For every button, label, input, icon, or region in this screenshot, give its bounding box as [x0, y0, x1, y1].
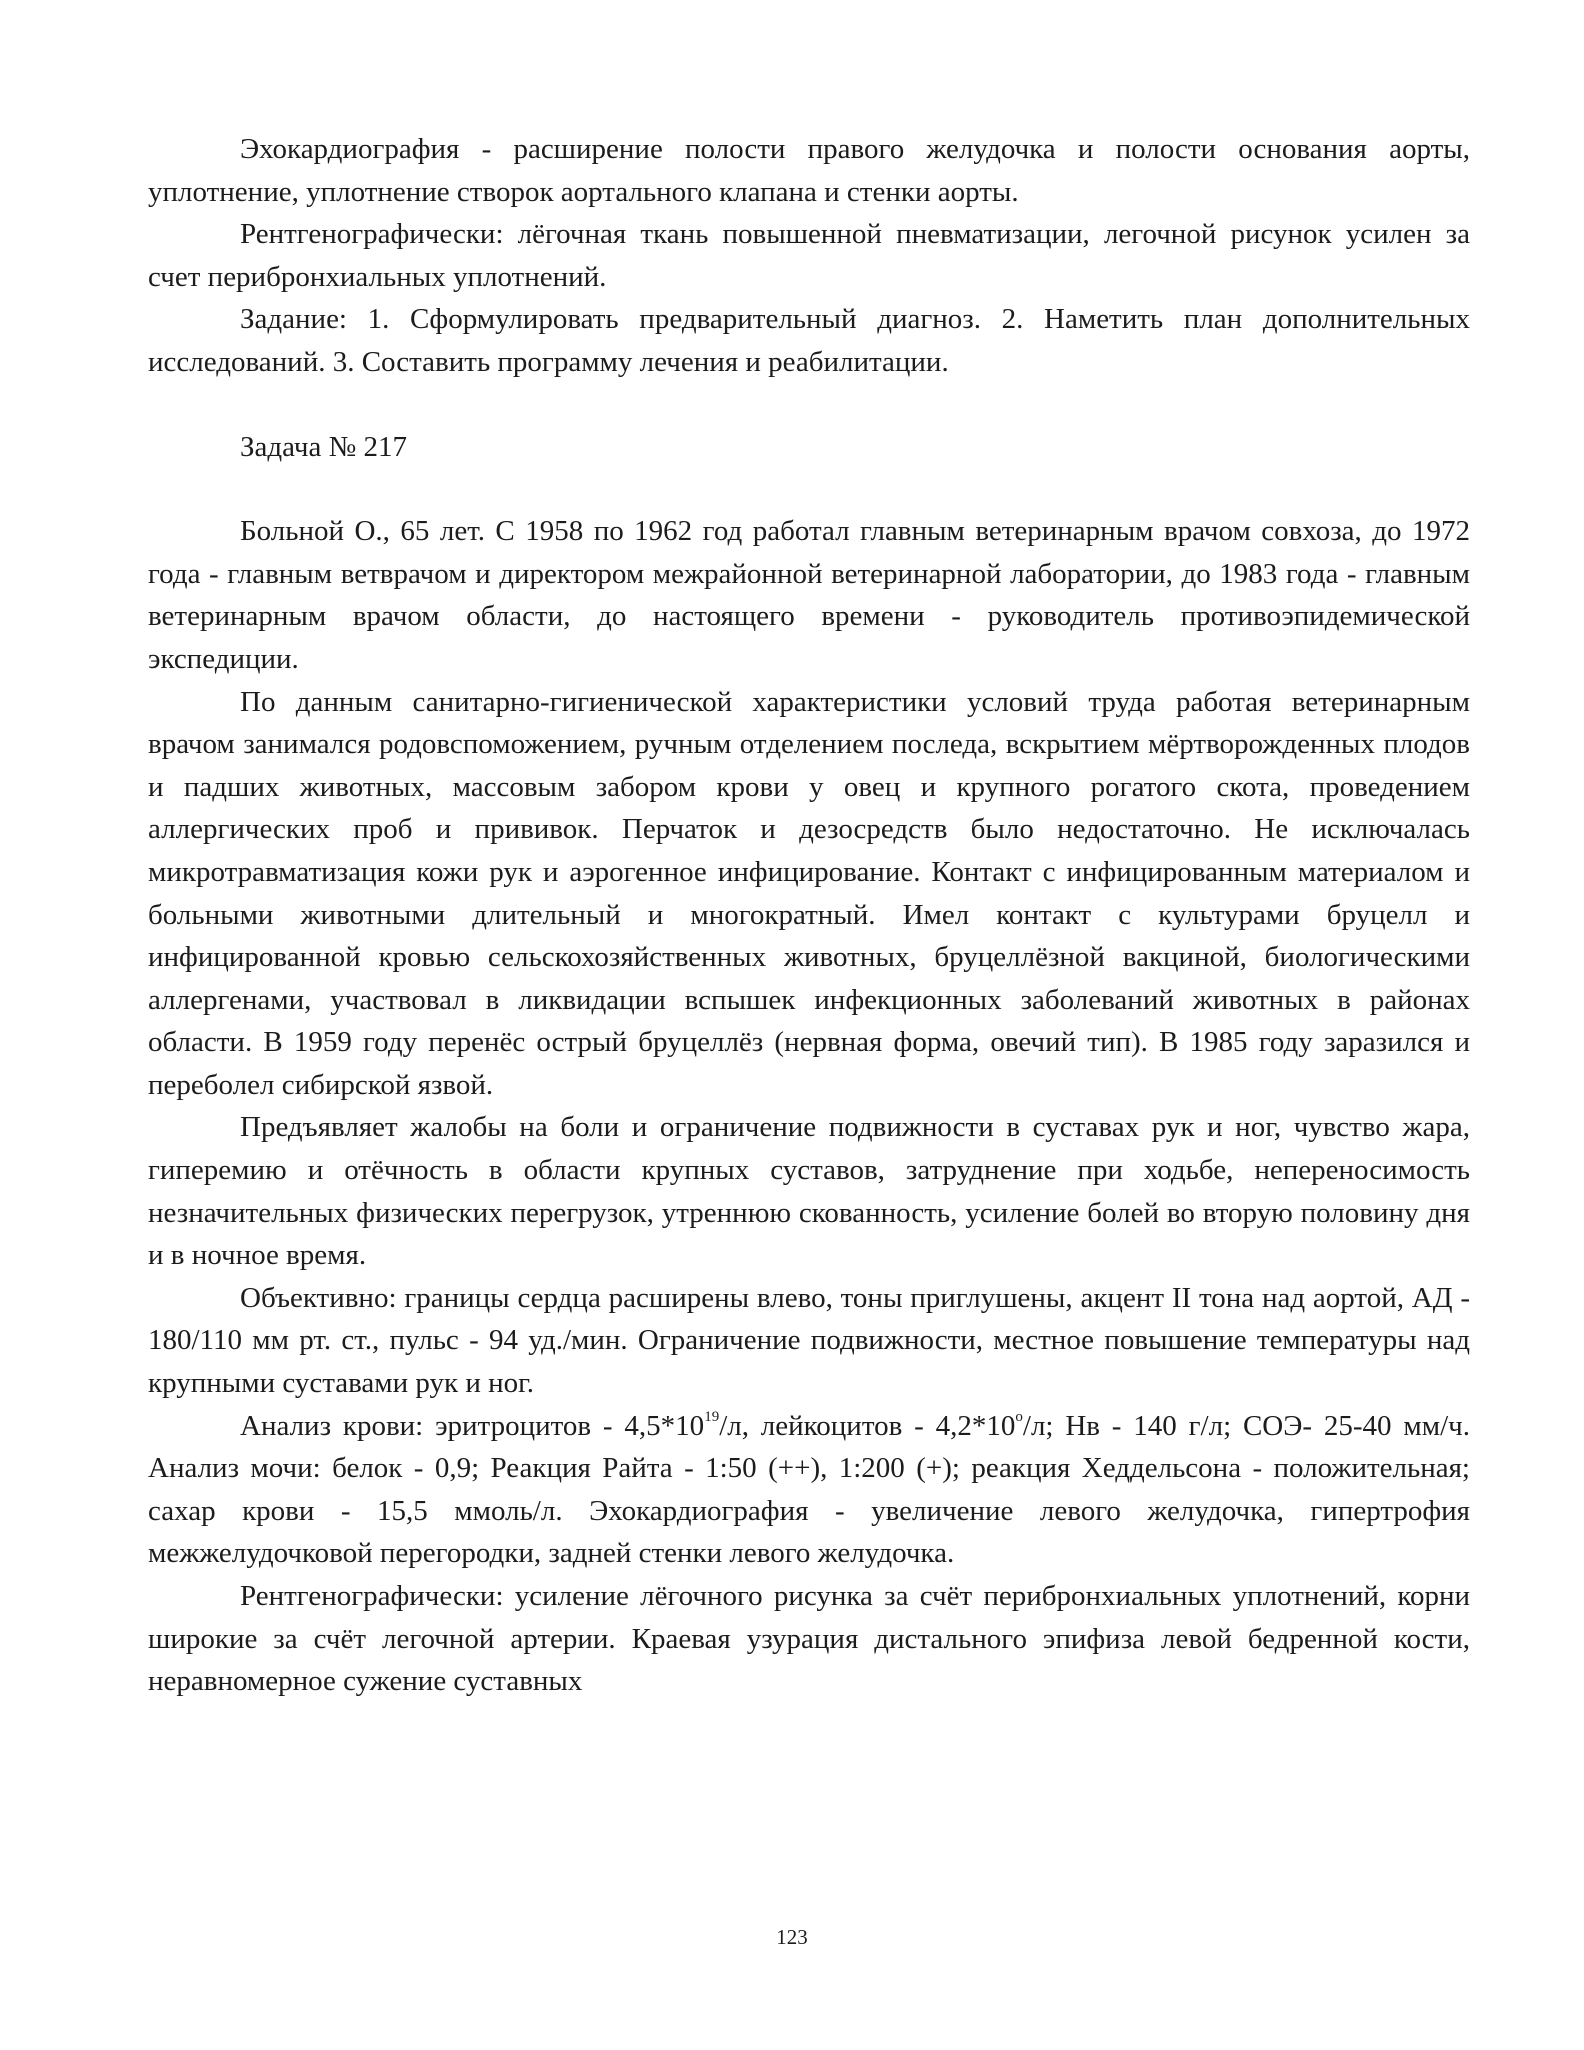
- analysis-text-1: Анализ крови: эритроцитов - 4,5*10: [240, 1409, 705, 1442]
- analysis-superscript-1: 19: [704, 1408, 720, 1425]
- paragraph-work-conditions: По данным санитарно-гигиенической характеристики условий труда работая ветеринарным врачом занимался родовспоможением, ручным отделением последа, вскрытием мёртворожденных плодов и падших животных, массовым забором крови у овец и крупного рогатого скота, проведением аллергических проб и прививок. Перчаток и дезосредств было недостаточно. Не исключалась микротравматизация кожи рук и аэрогенное инфицирование. Контакт с инфицированным материалом и больными животными длительный и многократный. Имел контакт с культурами бруцелл и инфицированной кровью сельскохозяйственных животных, бруцеллёзной вакциной, биологическими аллергенами, участвовал в ликвидации вспышек инфекционных заболеваний животных в районах области. В 1959 году перенёс острый бруцеллёз (нервная форма, овечий тип). В 1985 году заразился и переболел сибирской язвой.: [148, 685, 1470, 1101]
- paragraph-echocardiography: Эхокардиография - расширение полости правого желудочка и полости основания аорты, уплотнение, уплотнение створок аортального клапана и стенки аорты.: [148, 133, 1470, 208]
- analysis-text-2: /л, лейкоцитов - 4,2*10: [719, 1409, 1016, 1442]
- paragraph-patient-history: Больной О., 65 лет. С 1958 по 1962 год работал главным ветеринарным врачом совхоза, до 1972 года - главным ветврачом и директором межрайонной ветеринарной лаборатории, до 1983 года - главным ветеринарным врачом области, до настоящего времени - руководитель противоэпидемической экспедиции.: [148, 515, 1470, 675]
- task-title: Задача № 217: [240, 430, 407, 463]
- document-page: [148, 128, 1470, 1703]
- paragraph-assignment: Задание: 1. Сформулировать предварительный диагноз. 2. Наметить план дополнительных исследований. 3. Составить программу лечения и реабилитации.: [148, 303, 1470, 378]
- analysis-superscript-2: о: [1015, 1408, 1023, 1425]
- paragraph-analysis: [148, 1405, 1470, 1575]
- paragraph-radiography-2: Рентгенографически: усиление лёгочного рисунка за счёт перибронхиальных уплотнений, корни широкие за счёт легочной артерии. Краевая узурация дистального эпифиза левой бедренной кости, неравномерное сужение суставных: [148, 1580, 1470, 1698]
- analysis-text-3: /л; Нв - 140 г/л; СОЭ- 25-40 мм/ч. Анализ мочи: белок - 0,9; Реакция Райта - 1:50 (++), 1:200 (+); реакция Хеддельсона - положительная; сахар крови - 15,5 ммоль/л. Эхокардиография - увеличение левого желудочка, гипертрофия межжелудочковой перегородки, задней стенки левого желудочка.: [148, 1409, 1470, 1570]
- paragraph-radiography: Рентгенографически: лёгочная ткань повышенной пневматизации, легочной рисунок усилен за счет перибронхиальных уплотнений.: [148, 218, 1470, 293]
- page-number: 123: [776, 1925, 808, 1949]
- paragraph-complaints: Предъявляет жалобы на боли и ограничение подвижности в суставах рук и ног, чувство жара, гиперемию и отёчность в области крупных суставов, затруднение при ходьбе, непереносимость незначительных физических перегрузок, утреннюю скованность, усиление болей во вторую половину дня и в ночное время.: [148, 1111, 1470, 1272]
- paragraph-objective: Объективно: границы сердца расширены влево, тоны приглушены, акцент II тона над аортой, АД - 180/110 мм рт. ст., пульс - 94 уд./мин. Ограничение подвижности, местное повышение температуры над крупными суставами рук и ног.: [148, 1281, 1470, 1400]
